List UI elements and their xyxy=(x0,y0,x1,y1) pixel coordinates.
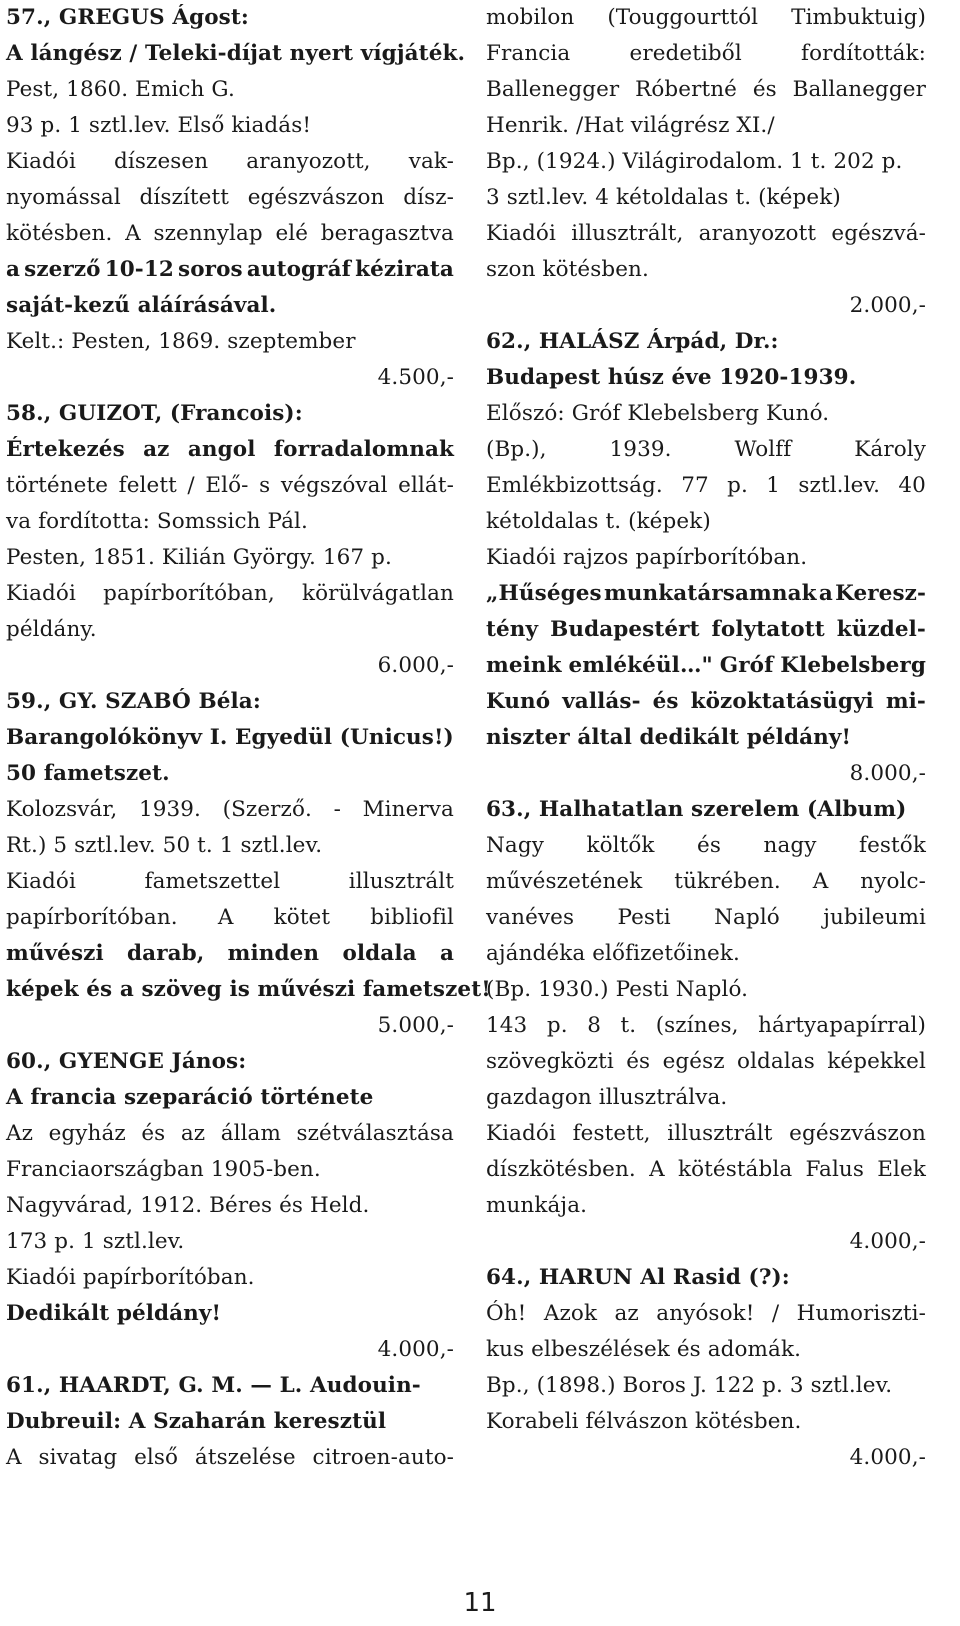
left-column-line: 58., GUIZOT, (Francois): xyxy=(6,401,303,426)
left-column-line: művészi darab, minden oldala a xyxy=(6,941,454,966)
right-column-line: tény Budapestért folytatott küzdel- xyxy=(486,617,926,642)
right-column-line: Kunó vallás- és közoktatásügyi mi- xyxy=(486,689,926,714)
right-column-line: 143 p. 8 t. (színes, hártyapapírral) xyxy=(486,1013,926,1038)
right-column-line: niszter által dedikált példány! xyxy=(486,725,851,750)
right-column-line: Óh! Azok az anyósok! / Humoriszti- xyxy=(486,1301,926,1326)
right-column-line: Emlékbizottság. 77 p. 1 sztl.lev. 40 xyxy=(486,473,926,498)
left-column-line: 173 p. 1 sztl.lev. xyxy=(6,1229,185,1254)
left-column-line: a szerző 10-12 soros autográf kézirata xyxy=(6,257,454,282)
left-column-line: 5.000,- xyxy=(377,1013,454,1038)
left-column-line: Kiadói papírborítóban, körülvágatlan xyxy=(6,581,454,606)
right-column-line: 4.000,- xyxy=(849,1445,926,1470)
right-column-line: kus elbeszélések és adomák. xyxy=(486,1337,802,1362)
left-column-line: Kelt.: Pesten, 1869. szeptember xyxy=(6,329,356,354)
right-column-line: (Bp. 1930.) Pesti Napló. xyxy=(486,977,749,1002)
left-column-line: Dubreuil: A Szaharán keresztül xyxy=(6,1409,387,1434)
right-column-line: szövegközti és egész oldalas képekkel xyxy=(486,1049,926,1074)
left-column-line: 6.000,- xyxy=(377,653,454,678)
right-column-line: 8.000,- xyxy=(849,761,926,786)
left-column-line: 93 p. 1 sztl.lev. Első kiadás! xyxy=(6,113,312,138)
left-column-line: 57., GREGUS Ágost: xyxy=(6,5,249,30)
right-column-line: ajándéka előfizetőinek. xyxy=(486,941,740,966)
left-column-line: A lángész / Teleki-díjat nyert vígjáték. xyxy=(6,41,466,66)
left-column-line: Pest, 1860. Emich G. xyxy=(6,77,235,102)
left-column-line: Kiadói papírborítóban. xyxy=(6,1265,255,1290)
left-column-line: va fordította: Somssich Pál. xyxy=(6,509,308,534)
left-column-line: 61., HAARDT, G. M. — L. Audouin- xyxy=(6,1373,421,1398)
left-column-line: kötésben. A szennylap elé beragasztva xyxy=(6,221,454,246)
right-column-line: 3 sztl.lev. 4 kétoldalas t. (képek) xyxy=(486,185,841,210)
right-column-line: vanéves Pesti Napló jubileumi xyxy=(486,905,926,930)
right-column-line: Bp., (1898.) Boros J. 122 p. 3 sztl.lev. xyxy=(486,1373,893,1398)
left-column-line: Kiadói díszesen aranyozott, vak- xyxy=(6,149,454,174)
left-column-line: papírborítóban. A kötet bibliofil xyxy=(6,905,454,930)
left-column-line: Értekezés az angol forradalomnak xyxy=(6,437,454,462)
right-column-line: Nagy költők és nagy festők xyxy=(486,833,926,858)
left-column-line: Kiadói fametszettel illusztrált xyxy=(6,869,454,894)
left-column-line: Franciaországban 1905-ben. xyxy=(6,1157,321,1182)
right-column-line: meink emlékéül…" Gróf Klebelsberg xyxy=(486,653,926,678)
left-column-line: 50 fametszet. xyxy=(6,761,170,786)
left-column-line: 4.500,- xyxy=(377,365,454,390)
left-column-line: A francia szeparáció története xyxy=(6,1085,374,1110)
left-column-line: Dedikált példány! xyxy=(6,1301,222,1326)
left-column-line: 59., GY. SZABÓ Béla: xyxy=(6,689,261,714)
right-column-line: Kiadói festett, illusztrált egészvászon xyxy=(486,1121,926,1146)
left-column-line: Barangolókönyv I. Egyedül (Unicus!) xyxy=(6,725,454,750)
left-column-line: története felett / Elő- s végszóval ellát- xyxy=(6,473,454,498)
right-column-line: Kiadói illusztrált, aranyozott egészvá- xyxy=(486,221,926,246)
right-column-line: szon kötésben. xyxy=(486,257,649,282)
right-column-line: díszkötésben. A kötéstábla Falus Elek xyxy=(486,1157,926,1182)
left-column-line: nyomással díszített egészvászon dísz- xyxy=(6,185,454,210)
left-column-line: Nagyvárad, 1912. Béres és Held. xyxy=(6,1193,370,1218)
left-column-line: saját-kezű aláírásával. xyxy=(6,293,277,318)
left-column-line: Pesten, 1851. Kilián György. 167 p. xyxy=(6,545,392,570)
right-column-line: Henrik. /Hat világrész XI./ xyxy=(486,113,775,138)
left-column-line: Rt.) 5 sztl.lev. 50 t. 1 sztl.lev. xyxy=(6,833,323,858)
right-column-line: Korabeli félvászon kötésben. xyxy=(486,1409,802,1434)
right-column-line: 2.000,- xyxy=(849,293,926,318)
right-column-line: (Bp.), 1939. Wolff Károly xyxy=(486,437,926,462)
page-number: 11 xyxy=(463,1588,497,1618)
right-column-line: Előszó: Gróf Klebelsberg Kunó. xyxy=(486,401,830,426)
left-column-line: Az egyház és az állam szétválasztása xyxy=(6,1121,454,1146)
right-column-line: művészetének tükrében. A nyolc- xyxy=(486,869,926,894)
right-column-line: mobilon (Touggourttól Timbuktuig) xyxy=(486,5,926,30)
right-column-line: Kiadói rajzos papírborítóban. xyxy=(486,545,808,570)
right-column-line: kétoldalas t. (képek) xyxy=(486,509,711,534)
left-column-line: Kolozsvár, 1939. (Szerző. - Minerva xyxy=(6,797,454,822)
right-column-line: Bp., (1924.) Világirodalom. 1 t. 202 p. xyxy=(486,149,903,174)
right-column-line: Budapest húsz éve 1920-1939. xyxy=(486,365,857,390)
right-column-line: 4.000,- xyxy=(849,1229,926,1254)
left-column-line: 60., GYENGE János: xyxy=(6,1049,247,1074)
left-column-line: példány. xyxy=(6,617,97,642)
left-column-line: A sivatag első átszelése citroen-auto- xyxy=(6,1445,454,1470)
right-column-line: 62., HALÁSZ Árpád, Dr.: xyxy=(486,329,779,354)
right-column-line: „Hűséges munkatársamnak a Keresz- xyxy=(486,581,926,606)
left-column-line: 4.000,- xyxy=(377,1337,454,1362)
right-column-line: gazdagon illusztrálva. xyxy=(486,1085,728,1110)
right-column-line: 63., Halhatatlan szerelem (Album) xyxy=(486,797,907,822)
right-column-line: munkája. xyxy=(486,1193,588,1218)
left-column-line: képek és a szöveg is művészi fametszet! xyxy=(6,977,491,1002)
right-column-line: 64., HARUN Al Rasid (?): xyxy=(486,1265,790,1290)
right-column-line: Ballenegger Róbertné és Ballanegger xyxy=(486,77,926,102)
right-column-line: Francia eredetiből fordították: xyxy=(486,41,926,66)
